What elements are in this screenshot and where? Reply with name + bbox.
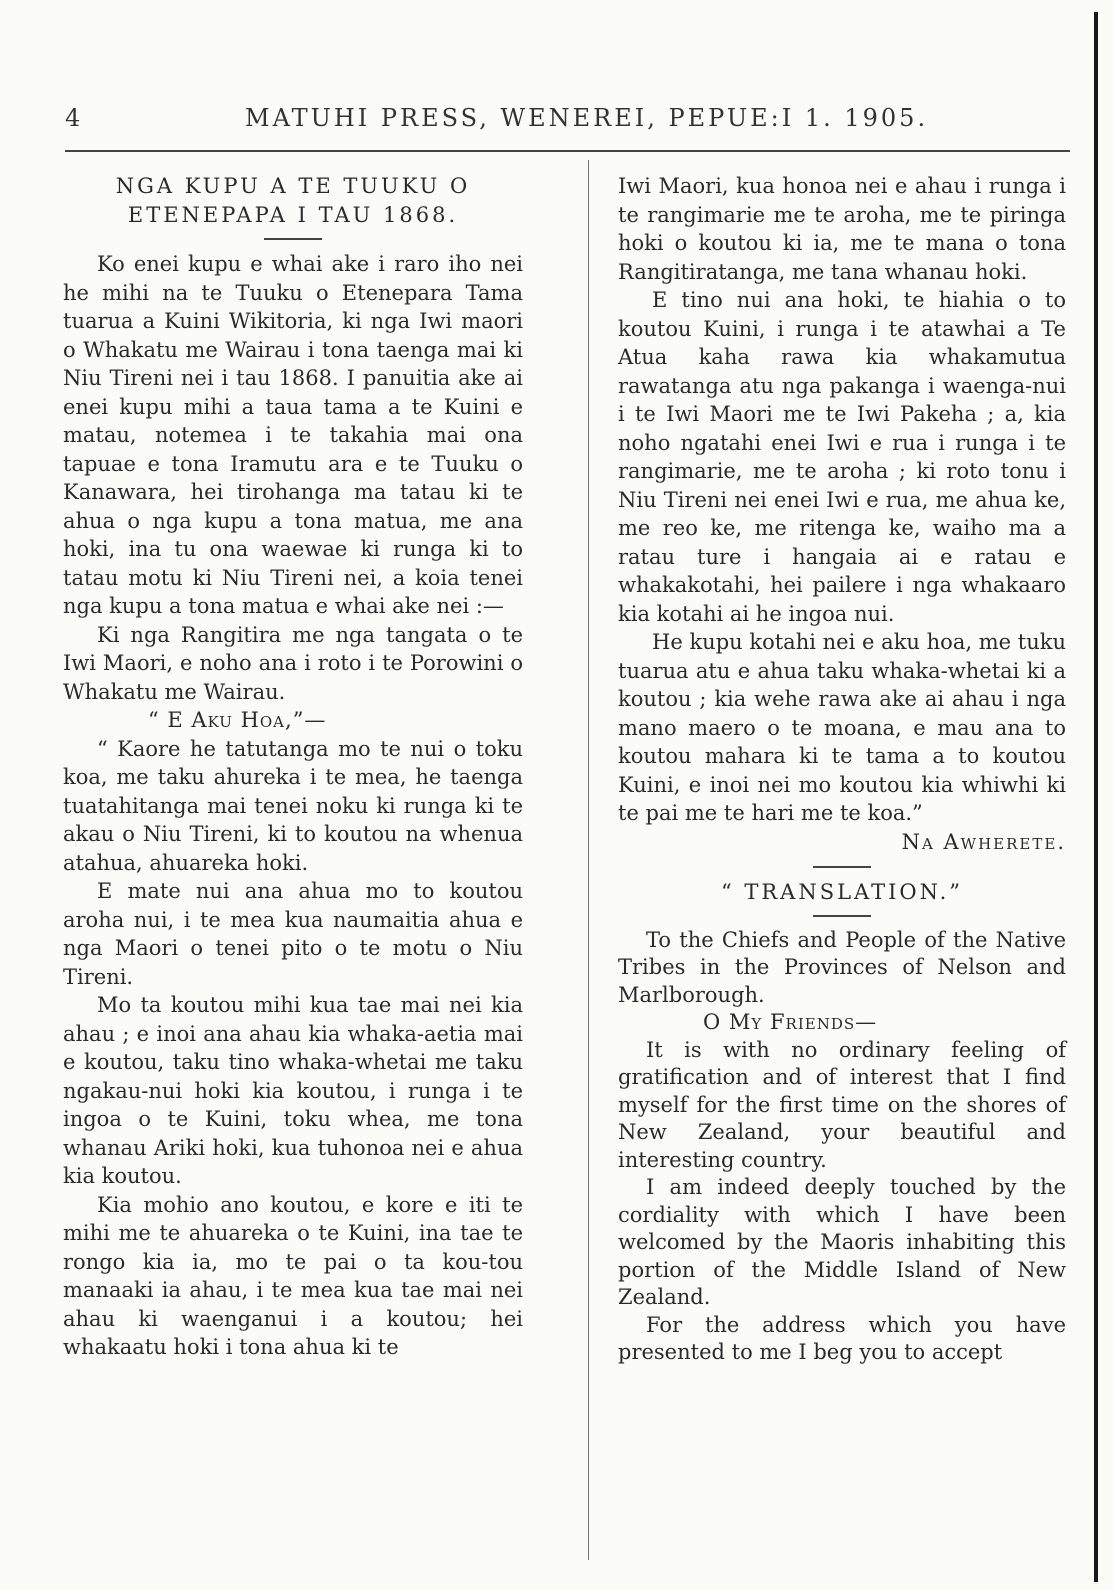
masthead: MATUHI PRESS, WENEREI, PEPUE:I 1. 1905. [245,104,929,132]
page-edge-bar [1094,12,1098,1582]
right-column [618,172,1066,1367]
signature-rule [813,866,871,868]
salutation: “ E Aku Hoa,”— [148,708,327,732]
paragraph: For the address which you have presented to me I beg you to accept [618,1312,1066,1364]
left-column [63,172,523,1362]
paragraph: Mo ta koutou mihi kua tae mai nei kia ahau ; e inoi ana ahau kia whaka-aetia mai e koutou, taku tino whaka-whetai me taku ngakau-nui hoki kia koutou, i runga i te ingoa o te Kuini, toku whea, me tona whanau Ariki hoki, kua tuhonoa nei e ahua kia koutou. [63,993,523,1188]
article-title-line-1: NGA KUPU A TE TUUKU O [115,174,471,198]
paragraph: He kupu kotahi nei e aku hoa, me tuku tuarua atu e ahua taku whaka-whetai ki a koutou ; kia wehe rawa ake ai ahau i nga mano maero o te moana, e mau ana to koutou mahara ki te tama a to koutou Kuini, e inoi nei mo koutou kia whiwhi ki te pai me te hari me te koa.” [618,630,1066,825]
translation-rule [813,915,871,917]
paragraph: E mate nui ana ahua mo to koutou aroha nui, i te mea kua naumaitia ahua e nga Maori o tenei pito o te motu o Niu Tireni. [63,879,523,989]
translation-body [618,927,1066,1367]
title-rule [264,238,322,240]
paragraph: Ki nga Rangitira me nga tangata o te Iwi Maori, e noho ana i roto i te Porowini o Whakatu me Wairau. [63,622,523,704]
article-title-line-2: ETENEPAPA I TAU 1868. [127,203,459,227]
paragraph: E tino nui ana hoki, te hiahia o to koutou Kuini, i runga i te atawhai a Te Atua kaha rawa kia whakamutua rawatanga atu nga pakanga i waenga-nui i te Iwi Maori me te Iwi Pakeha ; a, kia noho ngatahi enei Iwi e rua i runga i te rangimarie, me te aroha ; ki roto tonu i Niu Tireni nei enei Iwi e rua, me ahua ke, me reo ke, me ritenga ke, waiho ma a ratau ture i hangaia ai e ratau e whakakotahi, hei pailere i nga whakaaro kia kotahi ai he ingoa nui. [618,288,1066,626]
paragraph: Ko enei kupu e whai ake i raro iho nei he mihi na te Tuuku o Etenepara Tama tuarua a Kuini Wikitoria, ki nga Iwi maori o Whakatu me Wairau i tona taenga mai ki Niu Tireni nei i tau 1868. I panuitia ake ai enei kupu mihi a taua tama a te Kuini e matau, notemea i te takahia mai ona tapuae e tona Iramutu ara e te Tuuku o Kanawara, hei tirohanga ma tatau ki te ahua o nga kupu a tona matua, me ana hoki, ina tu ona waewae ki runga ki to tatau motu ki Niu Tireni nei, a koia tenei nga kupu a tona matua e whai ake nei :— [63,252,523,618]
paragraph: Iwi Maori, kua honoa nei e ahau i runga i te rangimarie me te aroha, me te piringa hoki o koutou ki ia, me te mana o tona Rangitiratanga, me tana whanau hoki. [618,174,1066,284]
page-number: 4 [65,104,81,132]
paragraph: It is with no ordinary feeling of gratification and of interest that I find myself for the first time on the shores of New Zealand, your beautiful and interesting country. [618,1037,1066,1172]
page-header [0,104,1114,140]
header-rule [65,150,1070,152]
paragraph: I am indeed deeply touched by the cordiality with which I have been welcomed by the Maoris inhabiting this portion of the Middle Island of New Zealand. [618,1175,1066,1309]
paragraph: “ Kaore he tatutanga mo te nui o toku koa, me taku ahureka i te mea, he taenga tuatahitanga mai tenei noku ki runga ki te akau o Niu Tireni, ki to koutou na whenua atahua, ahuareka hoki. [63,736,523,875]
paragraph: Kia mohio ano koutou, e kore e iti te mihi me te ahuareka o te Kuini, ina tae te rongo kia ia, mo te pai o ta kou-tou manaaki ia ahau, i te mea kua tae mai nei ahau ki waenganui i a koutou; hei whakaatu hoki i tona ahua ki te [63,1192,523,1359]
translation-salutation: O My Friends— [703,1010,878,1034]
signature: Na Awherete. [901,829,1066,854]
column-divider [588,160,589,1560]
paragraph: To the Chiefs and People of the Native Tribes in the Provinces of Nelson and Marlborough. [618,927,1066,1007]
article-title [63,172,523,230]
translation-title: “ TRANSLATION.” [720,880,964,904]
